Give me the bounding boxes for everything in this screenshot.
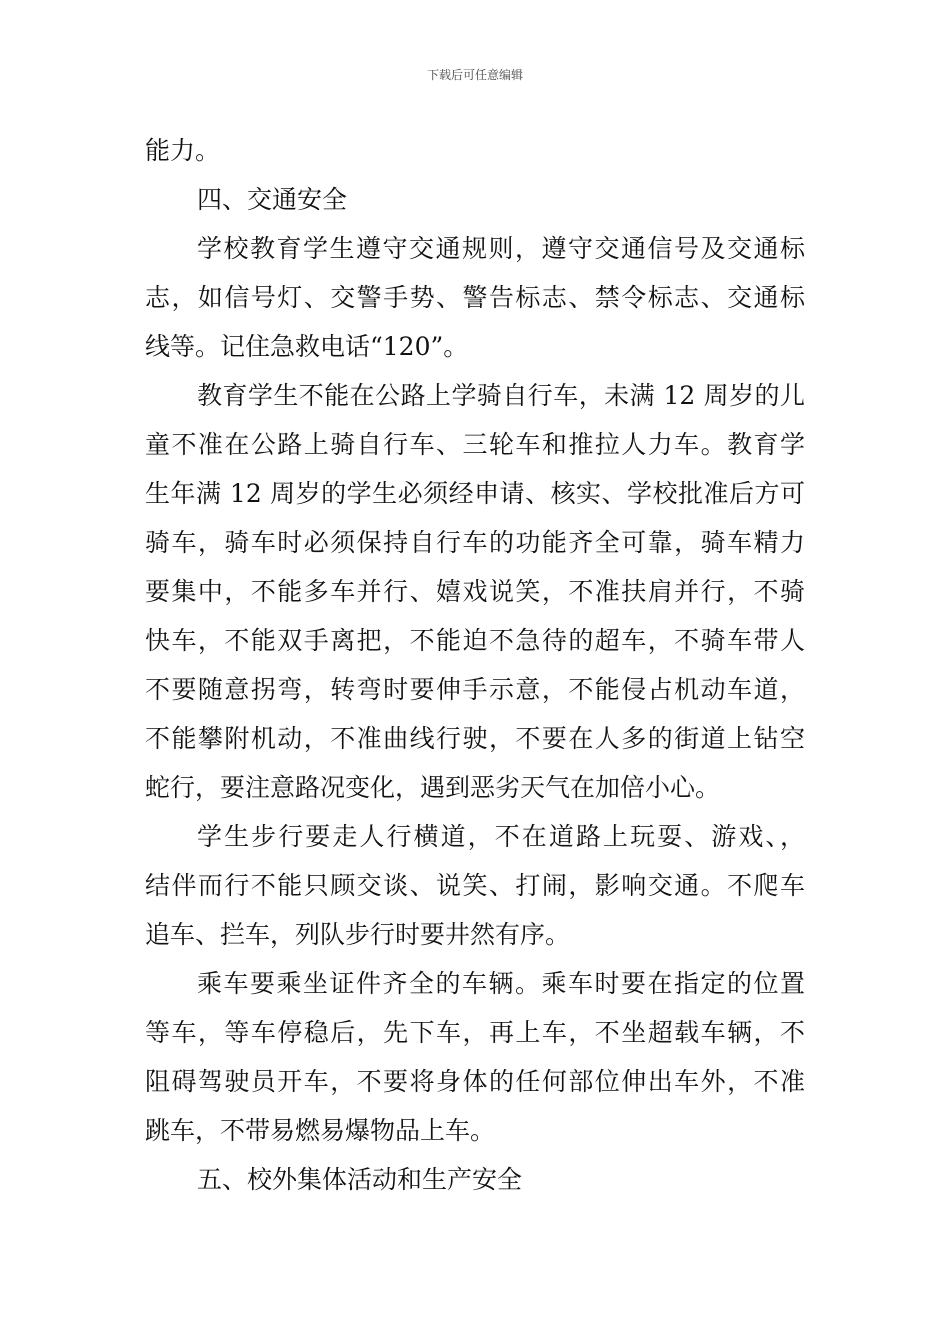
- text-line: 蛇行，要注意路况变化，遇到恶劣天气在加倍小心。: [145, 773, 721, 802]
- text-line: 结伴而行不能只顾交谈、说笑、打闹，影响交通。不爬车: [145, 871, 805, 900]
- text-line: 要集中，不能多车并行、嬉戏说笑，不准扶肩并行，不骑: [145, 577, 805, 606]
- document-body: [145, 126, 805, 1204]
- text-line: 线等。记住急救电话“120”。: [145, 332, 469, 361]
- text-line: 阻碍驾驶员开车，不要将身体的任何部位伸出车外，不准: [145, 1067, 805, 1096]
- text-line: 等车，等车停稳后，先下车，再上车，不坐超载车辆，不: [145, 1018, 805, 1047]
- text-line: 不要随意拐弯，转弯时要伸手示意，不能侵占机动车道，: [145, 675, 805, 704]
- text-line: 跳车，不带易燃易爆物品上车。: [145, 1116, 496, 1145]
- text-line: 骑车，骑车时必须保持自行车的功能齐全可靠，骑车精力: [145, 528, 805, 557]
- text-line: 生年满 12 周岁的学生必须经申请、核实、学校批准后方可: [145, 479, 805, 508]
- text-line: 不能攀附机动，不准曲线行驶，不要在人多的街道上钻空: [145, 724, 805, 753]
- text-line: 教育学生不能在公路上学骑自行车，未满 12 周岁的儿: [197, 381, 805, 410]
- text-line: 学校教育学生遵守交通规则，遵守交通信号及交通标: [197, 234, 805, 263]
- text-line: 乘车要乘坐证件齐全的车辆。乘车时要在指定的位置: [197, 969, 805, 998]
- text-line: 能力。: [145, 136, 221, 165]
- text-line: 志，如信号灯、交警手势、警告标志、禁令标志、交通标: [145, 283, 805, 312]
- text-line: 追车、拦车，列队步行时要井然有序。: [145, 920, 571, 949]
- section-heading: 四、交通安全: [197, 185, 348, 214]
- page-header: 下载后可任意编辑: [426, 68, 523, 82]
- text-line: 快车，不能双手离把，不能迫不急待的超车，不骑车带人: [145, 626, 805, 655]
- section-heading: 五、校外集体活动和生产安全: [197, 1165, 523, 1194]
- text-line: 学生步行要走人行横道，不在道路上玩耍、游戏、，: [197, 822, 805, 851]
- text-line: 童不准在公路上骑自行车、三轮车和推拉人力车。教育学: [145, 430, 805, 459]
